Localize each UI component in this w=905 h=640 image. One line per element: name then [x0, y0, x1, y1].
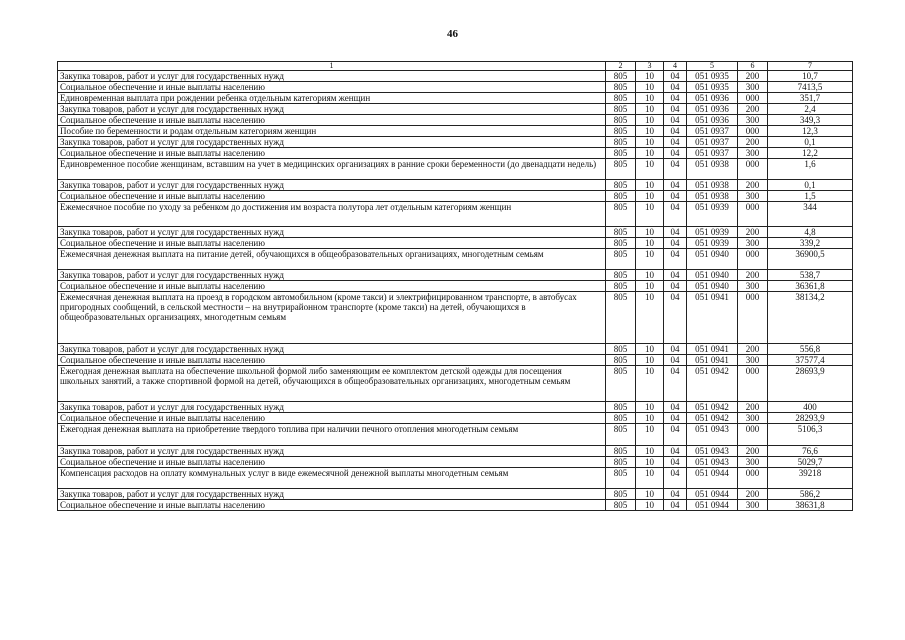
column-number: 4 — [664, 62, 687, 71]
expense-type-code: 000 — [738, 424, 768, 446]
expense-type-code: 200 — [738, 137, 768, 148]
subsection-code: 10 — [636, 191, 664, 202]
target-article-code: 051 0942 — [687, 402, 738, 413]
row-name: Ежемесячная денежная выплата на проезд в городском автомобильном (кроме такси) и электрифицированном транспорте, в автобусах пригородных сообщений, в сельской местности – на внутрирайонном транспорте (кроме такси) на детей, обучающихся в общеобразовательных организациях, многодетным семьям — [58, 292, 606, 344]
row-name: Ежемесячная денежная выплата на питание детей, обучающихся в общеобразовательных организациях, многодетным семьям — [58, 249, 606, 270]
column-number-row — [58, 62, 853, 71]
row-name: Закупка товаров, работ и услуг для государственных нужд — [58, 344, 606, 355]
expense-type-code: 200 — [738, 489, 768, 500]
subsection-2-code: 04 — [664, 344, 687, 355]
amount: 12,2 — [768, 148, 853, 159]
subsection-2-code: 04 — [664, 468, 687, 489]
table-row — [58, 413, 853, 424]
subsection-2-code: 04 — [664, 93, 687, 104]
subsection-2-code: 04 — [664, 457, 687, 468]
subsection-code: 10 — [636, 344, 664, 355]
table-row — [58, 71, 853, 82]
subsection-code: 10 — [636, 227, 664, 238]
table-row — [58, 148, 853, 159]
row-name: Закупка товаров, работ и услуг для государственных нужд — [58, 446, 606, 457]
subsection-code: 10 — [636, 148, 664, 159]
row-name: Закупка товаров, работ и услуг для государственных нужд — [58, 71, 606, 82]
budget-section-code: 805 — [606, 93, 636, 104]
target-article-code: 051 0943 — [687, 446, 738, 457]
target-article-code: 051 0941 — [687, 355, 738, 366]
subsection-code: 10 — [636, 424, 664, 446]
expense-type-code: 300 — [738, 191, 768, 202]
budget-section-code: 805 — [606, 104, 636, 115]
expense-type-code: 300 — [738, 457, 768, 468]
target-article-code: 051 0940 — [687, 249, 738, 270]
row-name: Закупка товаров, работ и услуг для государственных нужд — [58, 489, 606, 500]
expense-type-code: 300 — [738, 355, 768, 366]
column-number: 3 — [636, 62, 664, 71]
row-name: Пособие по беременности и родам отдельным категориям женщин — [58, 126, 606, 137]
amount: 0,1 — [768, 180, 853, 191]
amount: 1,5 — [768, 191, 853, 202]
target-article-code: 051 0944 — [687, 489, 738, 500]
row-name: Закупка товаров, работ и услуг для государственных нужд — [58, 104, 606, 115]
subsection-2-code: 04 — [664, 249, 687, 270]
amount: 1,6 — [768, 159, 853, 180]
table-row — [58, 457, 853, 468]
expense-type-code: 200 — [738, 71, 768, 82]
row-name: Социальное обеспечение и иные выплаты населению — [58, 148, 606, 159]
page-number: 46 — [447, 28, 458, 40]
budget-section-code: 805 — [606, 281, 636, 292]
subsection-2-code: 04 — [664, 424, 687, 446]
amount: 39218 — [768, 468, 853, 489]
row-name: Закупка товаров, работ и услуг для государственных нужд — [58, 270, 606, 281]
target-article-code: 051 0935 — [687, 82, 738, 93]
subsection-2-code: 04 — [664, 148, 687, 159]
table-row — [58, 159, 853, 180]
subsection-2-code: 04 — [664, 180, 687, 191]
table-row — [58, 115, 853, 126]
subsection-code: 10 — [636, 413, 664, 424]
table-row — [58, 82, 853, 93]
amount: 37577,4 — [768, 355, 853, 366]
row-name: Ежемесячное пособие по уходу за ребенком до достижения им возраста полутора лет отдельным категориям женщин — [58, 202, 606, 227]
expense-type-code: 300 — [738, 82, 768, 93]
amount: 28293,9 — [768, 413, 853, 424]
budget-section-code: 805 — [606, 115, 636, 126]
row-name: Единовременная выплата при рождении ребенка отдельным категориям женщин — [58, 93, 606, 104]
table-row — [58, 366, 853, 402]
amount: 339,2 — [768, 238, 853, 249]
subsection-code: 10 — [636, 366, 664, 402]
target-article-code: 051 0940 — [687, 281, 738, 292]
target-article-code: 051 0943 — [687, 424, 738, 446]
row-name: Ежегодная денежная выплата на обеспечение школьной формой либо заменяющим ее комплектом детской одежды для посещения школьных занятий, а также спортивной формой на детей, обучающихся в общеобразовательных организациях, многодетным семьям — [58, 366, 606, 402]
subsection-code: 10 — [636, 126, 664, 137]
budget-section-code: 805 — [606, 202, 636, 227]
subsection-2-code: 04 — [664, 71, 687, 82]
amount: 556,8 — [768, 344, 853, 355]
subsection-2-code: 04 — [664, 159, 687, 180]
table-row — [58, 281, 853, 292]
amount: 38134,2 — [768, 292, 853, 344]
subsection-code: 10 — [636, 402, 664, 413]
subsection-code: 10 — [636, 71, 664, 82]
subsection-2-code: 04 — [664, 281, 687, 292]
expense-type-code: 000 — [738, 93, 768, 104]
subsection-code: 10 — [636, 115, 664, 126]
subsection-2-code: 04 — [664, 355, 687, 366]
row-name: Закупка товаров, работ и услуг для государственных нужд — [58, 137, 606, 148]
subsection-code: 10 — [636, 202, 664, 227]
subsection-code: 10 — [636, 489, 664, 500]
target-article-code: 051 0941 — [687, 292, 738, 344]
table-row — [58, 93, 853, 104]
budget-section-code: 805 — [606, 344, 636, 355]
expense-type-code: 200 — [738, 446, 768, 457]
row-name: Социальное обеспечение и иные выплаты населению — [58, 115, 606, 126]
row-name: Социальное обеспечение и иные выплаты населению — [58, 457, 606, 468]
expense-type-code: 000 — [738, 249, 768, 270]
column-number: 1 — [58, 62, 606, 71]
budget-section-code: 805 — [606, 366, 636, 402]
amount: 349,3 — [768, 115, 853, 126]
subsection-2-code: 04 — [664, 126, 687, 137]
budget-section-code: 805 — [606, 355, 636, 366]
row-name: Ежегодная денежная выплата на приобретение твердого топлива при наличии печного отопления многодетным семьям — [58, 424, 606, 446]
budget-section-code: 805 — [606, 71, 636, 82]
subsection-2-code: 04 — [664, 104, 687, 115]
table-row — [58, 270, 853, 281]
budget-table — [57, 61, 853, 511]
table-row — [58, 489, 853, 500]
amount: 5106,3 — [768, 424, 853, 446]
target-article-code: 051 0936 — [687, 93, 738, 104]
amount: 4,8 — [768, 227, 853, 238]
subsection-code: 10 — [636, 270, 664, 281]
expense-type-code: 000 — [738, 126, 768, 137]
subsection-code: 10 — [636, 238, 664, 249]
column-number: 5 — [687, 62, 738, 71]
row-name: Компенсация расходов на оплату коммунальных услуг в виде ежемесячной денежной выплаты многодетным семьям — [58, 468, 606, 489]
subsection-2-code: 04 — [664, 489, 687, 500]
row-name: Социальное обеспечение и иные выплаты населению — [58, 355, 606, 366]
expense-type-code: 200 — [738, 402, 768, 413]
target-article-code: 051 0937 — [687, 148, 738, 159]
target-article-code: 051 0944 — [687, 468, 738, 489]
target-article-code: 051 0936 — [687, 115, 738, 126]
amount: 586,2 — [768, 489, 853, 500]
budget-section-code: 805 — [606, 227, 636, 238]
table-body — [58, 71, 853, 511]
row-name: Закупка товаров, работ и услуг для государственных нужд — [58, 227, 606, 238]
amount: 7413,5 — [768, 82, 853, 93]
subsection-code: 10 — [636, 500, 664, 511]
table-row — [58, 500, 853, 511]
expense-type-code: 300 — [738, 281, 768, 292]
table-row — [58, 468, 853, 489]
target-article-code: 051 0939 — [687, 227, 738, 238]
table-row — [58, 137, 853, 148]
budget-section-code: 805 — [606, 191, 636, 202]
amount: 36900,5 — [768, 249, 853, 270]
budget-section-code: 805 — [606, 489, 636, 500]
table-row — [58, 126, 853, 137]
subsection-code: 10 — [636, 159, 664, 180]
budget-section-code: 805 — [606, 270, 636, 281]
row-name: Социальное обеспечение и иные выплаты населению — [58, 191, 606, 202]
table-row — [58, 249, 853, 270]
expense-type-code: 000 — [738, 468, 768, 489]
subsection-code: 10 — [636, 93, 664, 104]
expense-type-code: 000 — [738, 292, 768, 344]
amount: 36361,8 — [768, 281, 853, 292]
budget-section-code: 805 — [606, 292, 636, 344]
target-article-code: 051 0941 — [687, 344, 738, 355]
amount: 38631,8 — [768, 500, 853, 511]
expense-type-code: 300 — [738, 413, 768, 424]
subsection-2-code: 04 — [664, 191, 687, 202]
amount: 0,1 — [768, 137, 853, 148]
amount: 400 — [768, 402, 853, 413]
budget-section-code: 805 — [606, 424, 636, 446]
subsection-code: 10 — [636, 457, 664, 468]
budget-section-code: 805 — [606, 126, 636, 137]
table-row — [58, 191, 853, 202]
row-name: Социальное обеспечение и иные выплаты населению — [58, 238, 606, 249]
table-row — [58, 238, 853, 249]
amount: 10,7 — [768, 71, 853, 82]
budget-section-code: 805 — [606, 413, 636, 424]
subsection-2-code: 04 — [664, 238, 687, 249]
target-article-code: 051 0939 — [687, 202, 738, 227]
subsection-2-code: 04 — [664, 413, 687, 424]
amount: 538,7 — [768, 270, 853, 281]
subsection-2-code: 04 — [664, 446, 687, 457]
target-article-code: 051 0937 — [687, 126, 738, 137]
table-row — [58, 202, 853, 227]
amount: 12,3 — [768, 126, 853, 137]
target-article-code: 051 0939 — [687, 238, 738, 249]
expense-type-code: 200 — [738, 270, 768, 281]
budget-section-code: 805 — [606, 137, 636, 148]
amount: 344 — [768, 202, 853, 227]
subsection-2-code: 04 — [664, 202, 687, 227]
expense-type-code: 200 — [738, 104, 768, 115]
subsection-code: 10 — [636, 355, 664, 366]
budget-section-code: 805 — [606, 500, 636, 511]
expense-type-code: 300 — [738, 500, 768, 511]
subsection-2-code: 04 — [664, 500, 687, 511]
target-article-code: 051 0935 — [687, 71, 738, 82]
subsection-code: 10 — [636, 180, 664, 191]
row-name: Социальное обеспечение и иные выплаты населению — [58, 500, 606, 511]
expense-type-code: 000 — [738, 159, 768, 180]
table-row — [58, 344, 853, 355]
expense-type-code: 300 — [738, 148, 768, 159]
target-article-code: 051 0938 — [687, 159, 738, 180]
row-name: Закупка товаров, работ и услуг для государственных нужд — [58, 180, 606, 191]
expense-type-code: 000 — [738, 366, 768, 402]
expense-type-code: 200 — [738, 344, 768, 355]
budget-section-code: 805 — [606, 82, 636, 93]
target-article-code: 051 0942 — [687, 366, 738, 402]
budget-section-code: 805 — [606, 159, 636, 180]
subsection-2-code: 04 — [664, 270, 687, 281]
expense-type-code: 000 — [738, 202, 768, 227]
row-name: Социальное обеспечение и иные выплаты населению — [58, 281, 606, 292]
target-article-code: 051 0938 — [687, 180, 738, 191]
table-row — [58, 227, 853, 238]
expense-type-code: 300 — [738, 238, 768, 249]
amount: 2,4 — [768, 104, 853, 115]
subsection-code: 10 — [636, 249, 664, 270]
subsection-code: 10 — [636, 281, 664, 292]
subsection-code: 10 — [636, 137, 664, 148]
budget-section-code: 805 — [606, 180, 636, 191]
amount: 76,6 — [768, 446, 853, 457]
table-row — [58, 402, 853, 413]
budget-section-code: 805 — [606, 238, 636, 249]
budget-section-code: 805 — [606, 402, 636, 413]
column-number: 2 — [606, 62, 636, 71]
subsection-2-code: 04 — [664, 402, 687, 413]
budget-section-code: 805 — [606, 446, 636, 457]
table-row — [58, 104, 853, 115]
table-row — [58, 446, 853, 457]
subsection-2-code: 04 — [664, 366, 687, 402]
budget-section-code: 805 — [606, 468, 636, 489]
target-article-code: 051 0943 — [687, 457, 738, 468]
subsection-code: 10 — [636, 468, 664, 489]
row-name: Социальное обеспечение и иные выплаты населению — [58, 413, 606, 424]
budget-section-code: 805 — [606, 457, 636, 468]
target-article-code: 051 0944 — [687, 500, 738, 511]
target-article-code: 051 0938 — [687, 191, 738, 202]
table-row — [58, 355, 853, 366]
column-number: 7 — [768, 62, 853, 71]
expense-type-code: 200 — [738, 180, 768, 191]
budget-section-code: 805 — [606, 249, 636, 270]
budget-section-code: 805 — [606, 148, 636, 159]
subsection-code: 10 — [636, 446, 664, 457]
subsection-2-code: 04 — [664, 137, 687, 148]
subsection-code: 10 — [636, 104, 664, 115]
subsection-2-code: 04 — [664, 292, 687, 344]
target-article-code: 051 0937 — [687, 137, 738, 148]
row-name: Закупка товаров, работ и услуг для государственных нужд — [58, 402, 606, 413]
table-row — [58, 292, 853, 344]
table-row — [58, 180, 853, 191]
subsection-code: 10 — [636, 82, 664, 93]
subsection-code: 10 — [636, 292, 664, 344]
expense-type-code: 200 — [738, 227, 768, 238]
column-number: 6 — [738, 62, 768, 71]
target-article-code: 051 0942 — [687, 413, 738, 424]
subsection-2-code: 04 — [664, 227, 687, 238]
amount: 351,7 — [768, 93, 853, 104]
row-name: Социальное обеспечение и иные выплаты населению — [58, 82, 606, 93]
subsection-2-code: 04 — [664, 82, 687, 93]
target-article-code: 051 0940 — [687, 270, 738, 281]
amount: 5029,7 — [768, 457, 853, 468]
table-row — [58, 424, 853, 446]
subsection-2-code: 04 — [664, 115, 687, 126]
amount: 28693,9 — [768, 366, 853, 402]
target-article-code: 051 0936 — [687, 104, 738, 115]
row-name: Единовременное пособие женщинам, вставшим на учет в медицинских организациях в ранние сроки беременности (до двенадцати недель) — [58, 159, 606, 180]
expense-type-code: 300 — [738, 115, 768, 126]
